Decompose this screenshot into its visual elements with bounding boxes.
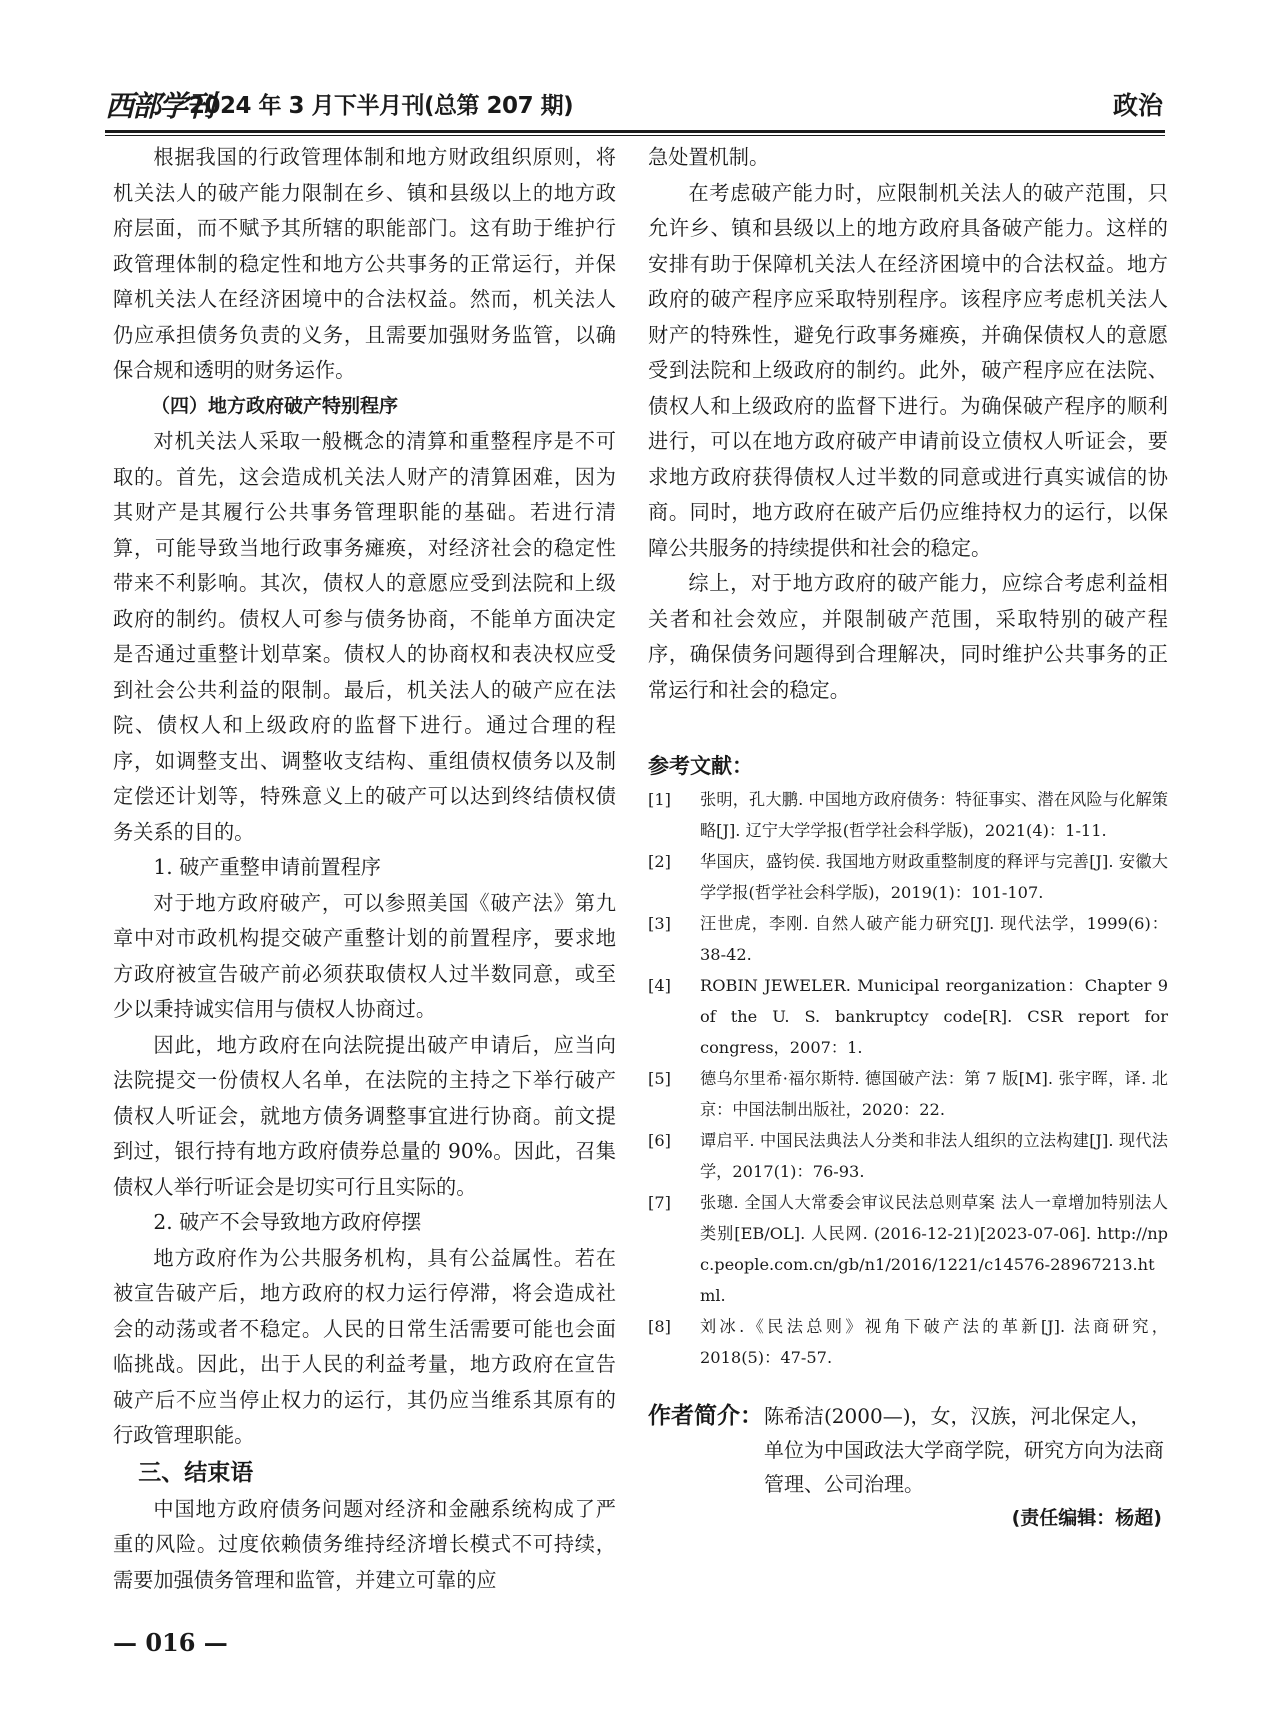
author-bio [648,1399,1168,1501]
reference-item [648,1063,1168,1125]
subheading: 2. 破产不会导致地方政府停摆 [153,1210,422,1234]
reference-number: [2] [648,852,671,871]
reference-number: [6] [648,1131,671,1150]
reference-item [648,846,1168,908]
reference-text: 张明，孔大鹏. 中国地方政府债务：特征事实、潜在风险与化解策略[J]. 辽宁大学学报(哲学社会科学版)，2021(4)：1-11. [700,790,1168,840]
author-text: 陈希洁(2000—)，女，汉族，河北保定人，单位为中国政法大学商学院，研究方向为法商管理、公司治理。 [764,1404,1164,1496]
right-column [648,140,1168,1535]
paragraph: 根据我国的行政管理体制和地方财政组织原则，将机关法人的破产能力限制在乡、镇和县级以上的地方政府层面，而不赋予其所辖的职能部门。这有助于维护行政管理体制的稳定性和地方公共事务的正常运行，并保障机关法人在经济困境中的合法权益。然而，机关法人仍应承担债务负责的义务，且需要加强财务监管，以确保合规和透明的财务运作。 [113,145,616,382]
reference-number: [5] [648,1069,671,1088]
references-list [648,784,1168,1373]
responsible-editor: (责任编辑：杨超) [1011,1507,1162,1529]
reference-number: [3] [648,914,671,933]
header-rule-thin [105,135,1165,136]
reference-text: ROBIN JEWELER. Municipal reorganization：Chapter 9 of the U. S. bankruptcy code[R]. CSR report for congress，2007：1. [700,976,1168,1057]
reference-item [648,908,1168,970]
reference-number: [1] [648,790,671,809]
issue-info: 2024 年 3 月下半月刊(总第 207 期) [189,93,574,119]
reference-text: 华国庆，盛钧侯. 我国地方财政重整制度的释评与完善[J]. 安徽大学学报(哲学社会科学版)，2019(1)：101-107. [700,852,1168,902]
paragraph: 急处置机制。 [648,145,770,169]
author-label: 作者简介： [648,1403,763,1429]
reference-item [648,1125,1168,1187]
reference-number: [7] [648,1193,671,1212]
reference-text: 张璁. 全国人大常委会审议民法总则草案 法人一章增加特别法人类别[EB/OL]. 人民网. (2016-12-21)[2023-07-06]. http://npc.people.com.cn/gb/n1/2016/1221/c14576-28967213.html. [700,1193,1168,1305]
paragraph: 在考虑破产能力时，应限制机关法人的破产范围，只允许乡、镇和县级以上的地方政府具备破产能力。这样的安排有助于保障机关法人在经济困境中的合法权益。地方政府的破产程序应采取特别程序。该程序应考虑机关法人财产的特殊性，避免行政事务瘫痪，并确保债权人的意愿受到法院和上级政府的制约。此外，破产程序应在法院、债权人和上级政府的监督下进行。为确保破产程序的顺利进行，可以在地方政府破产申请前设立债权人听证会，要求地方政府获得债权人过半数的同意或进行真实诚信的协商。同时，地方政府在破产后仍应维持权力的运行，以保障公共服务的持续提供和社会的稳定。 [648,180,1168,560]
journal-logo: 西部学刊 [105,89,214,123]
paragraph: 综上，对于地方政府的破产能力，应综合考虑利益相关者和社会效应，并限制破产范围，采取特别的破产程序，确保债务问题得到合理解决，同时维护公共事务的正常运行和社会的稳定。 [648,571,1168,702]
reference-item [648,1187,1168,1311]
section-heading: （四）地方政府破产特别程序 [151,394,399,417]
reference-text: 德乌尔里希·福尔斯特. 德国破产法：第 7 版[M]. 张宇晖，译. 北京：中国法制出版社，2020：22. [700,1069,1168,1119]
reference-item [648,784,1168,846]
section-name: 政治 [1112,91,1163,120]
conclusion-heading: 三、结束语 [138,1459,254,1486]
paragraph: 对于地方政府破产，可以参照美国《破产法》第九章中对市政机构提交破产重整计划的前置程序，要求地方政府被宣告破产前必须获取债权人过半数同意，或至少以秉持诚实信用与债权人协商过。 [113,890,616,1021]
header-rule [105,130,1165,133]
paragraph: 因此，地方政府在向法院提出破产申请后，应当向法院提交一份债权人名单，在法院的主持之下举行破产债权人听证会，就地方债务调整事宜进行协商。前文提到过，银行持有地方政府债券总量的 90%。因此，召集债权人举行听证会是切实可行且实际的。 [113,1032,616,1199]
reference-text: 谭启平. 中国民法典法人分类和非法人组织的立法构建[J]. 现代法学，2017(1)：76-93. [700,1131,1168,1181]
reference-item [648,970,1168,1063]
references-title: 参考文献： [648,754,753,778]
reference-text: 刘冰.《民法总则》视角下破产法的革新[J]. 法商研究，2018(5)：47-57. [700,1317,1168,1367]
page-number: — 016 — [113,1628,228,1657]
paragraph: 地方政府作为公共服务机构，具有公益属性。若在被宣告破产后，地方政府的权力运行停滞，将会造成社会的动荡或者不稳定。人民的日常生活需要可能也会面临挑战。因此，出于人民的利益考量，地方政府在宣告破产后不应当停止权力的运行，其仍应当维系其原有的行政管理职能。 [113,1245,616,1447]
subheading: 1. 破产重整申请前置程序 [153,855,381,879]
page-header [105,86,1165,126]
reference-text: 汪世虎，李刚. 自然人破产能力研究[J]. 现代法学，1999(6)：38-42. [700,914,1168,964]
left-column [113,140,616,1598]
reference-number: [8] [648,1317,671,1336]
reference-number: [4] [648,976,671,995]
paragraph: 对机关法人采取一般概念的清算和重整程序是不可取的。首先，这会造成机关法人财产的清算困难，因为其财产是其履行公共事务管理职能的基础。若进行清算，可能导致当地行政事务瘫痪，对经济社会的稳定性带来不利影响。其次，债权人的意愿应受到法院和上级政府的制约。债权人可参与债务协商，不能单方面决定是否通过重整计划草案。债权人的协商权和表决权应受到社会公共利益的限制。最后，机关法人的破产应在法院、债权人和上级政府的监督下进行。通过合理的程序，如调整支出、调整收支结构、重组债权债务以及制定偿还计划等，特殊意义上的破产可以达到终结债权债务关系的目的。 [113,429,616,844]
paragraph: 中国地方政府债务问题对经济和金融系统构成了严重的风险。过度依赖债务维持经济增长模式不可持续，需要加强债务管理和监管，并建立可靠的应 [113,1496,616,1592]
reference-item [648,1311,1168,1373]
